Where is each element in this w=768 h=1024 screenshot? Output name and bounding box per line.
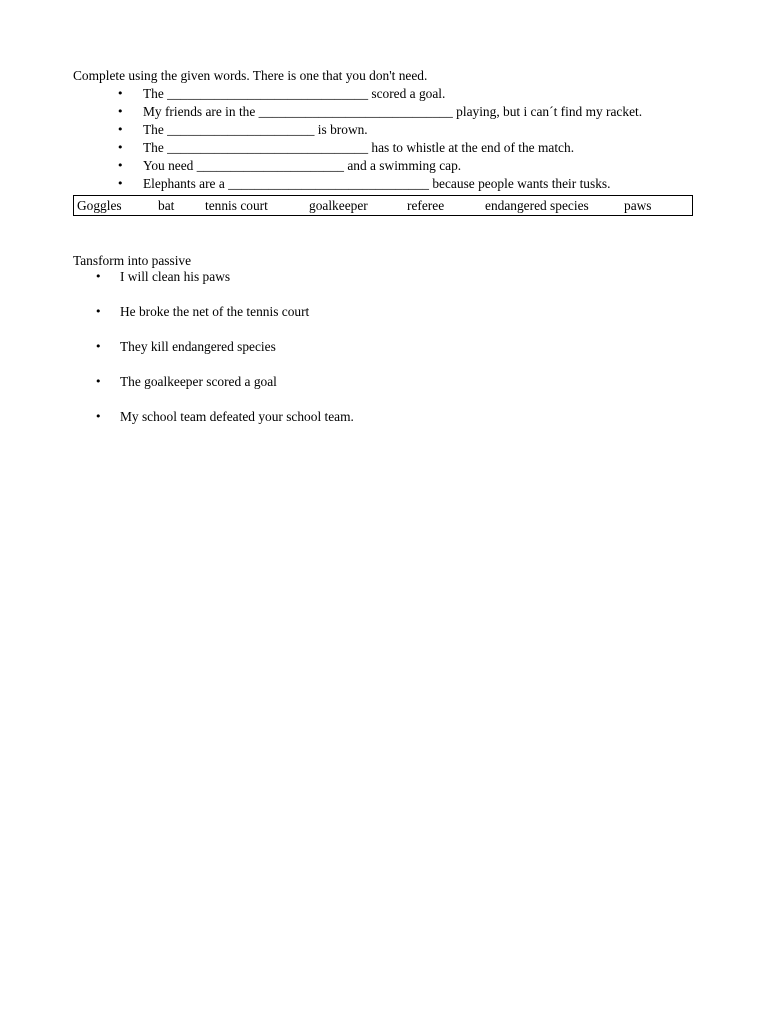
word-bank-word: paws	[624, 198, 652, 213]
bullet-icon: •	[117, 105, 124, 118]
list-item	[95, 408, 354, 443]
list-item	[117, 157, 642, 175]
exercise2-instruction: Tansform into passive	[73, 253, 192, 268]
bullet-icon: •	[95, 305, 102, 318]
list-item	[117, 103, 642, 121]
bullet-icon: •	[117, 159, 124, 172]
list-item	[117, 175, 642, 193]
list-item	[95, 268, 354, 303]
bullet-icon: •	[95, 340, 102, 353]
sentence-text: The ______________________________ has to whistle at the end of the match.	[143, 140, 575, 155]
word-bank-word: bat	[158, 198, 175, 213]
exercise2-list	[95, 268, 354, 443]
exercise1-instruction: Complete using the given words. There is one that you don't need.	[73, 68, 428, 83]
bullet-icon: •	[117, 123, 124, 136]
sentence-text: You need ______________________ and a swimming cap.	[143, 158, 462, 173]
list-item	[117, 121, 642, 139]
exercise1-list	[117, 85, 642, 193]
list-item	[117, 139, 642, 157]
bullet-icon: •	[117, 177, 124, 190]
word-bank-word: referee	[407, 198, 445, 213]
list-item	[95, 338, 354, 373]
sentence-text: My school team defeated your school team.	[120, 409, 354, 424]
word-bank-word: endangered species	[485, 198, 589, 213]
sentence-text: They kill endangered species	[120, 339, 276, 354]
bullet-icon: •	[95, 270, 102, 283]
word-bank-word: Goggles	[77, 198, 122, 213]
bullet-icon: •	[117, 87, 124, 100]
sentence-text: The goalkeeper scored a goal	[120, 374, 277, 389]
list-item	[95, 373, 354, 408]
word-bank-word: tennis court	[205, 198, 268, 213]
sentence-text: Elephants are a ______________________________ because people wants their tusks.	[143, 176, 611, 191]
sentence-text: He broke the net of the tennis court	[120, 304, 310, 319]
bullet-icon: •	[95, 410, 102, 423]
sentence-text: The ______________________________ scored a goal.	[143, 86, 446, 101]
list-item	[95, 303, 354, 338]
sentence-text: I will clean his paws	[120, 269, 231, 284]
bullet-icon: •	[95, 375, 102, 388]
bullet-icon: •	[117, 141, 124, 154]
word-bank-word: goalkeeper	[309, 198, 368, 213]
sentence-text: My friends are in the _____________________________ playing, but i can´t find my racket.	[143, 104, 643, 119]
sentence-text: The ______________________ is brown.	[143, 122, 368, 137]
word-bank-box	[73, 195, 693, 216]
list-item	[117, 85, 642, 103]
